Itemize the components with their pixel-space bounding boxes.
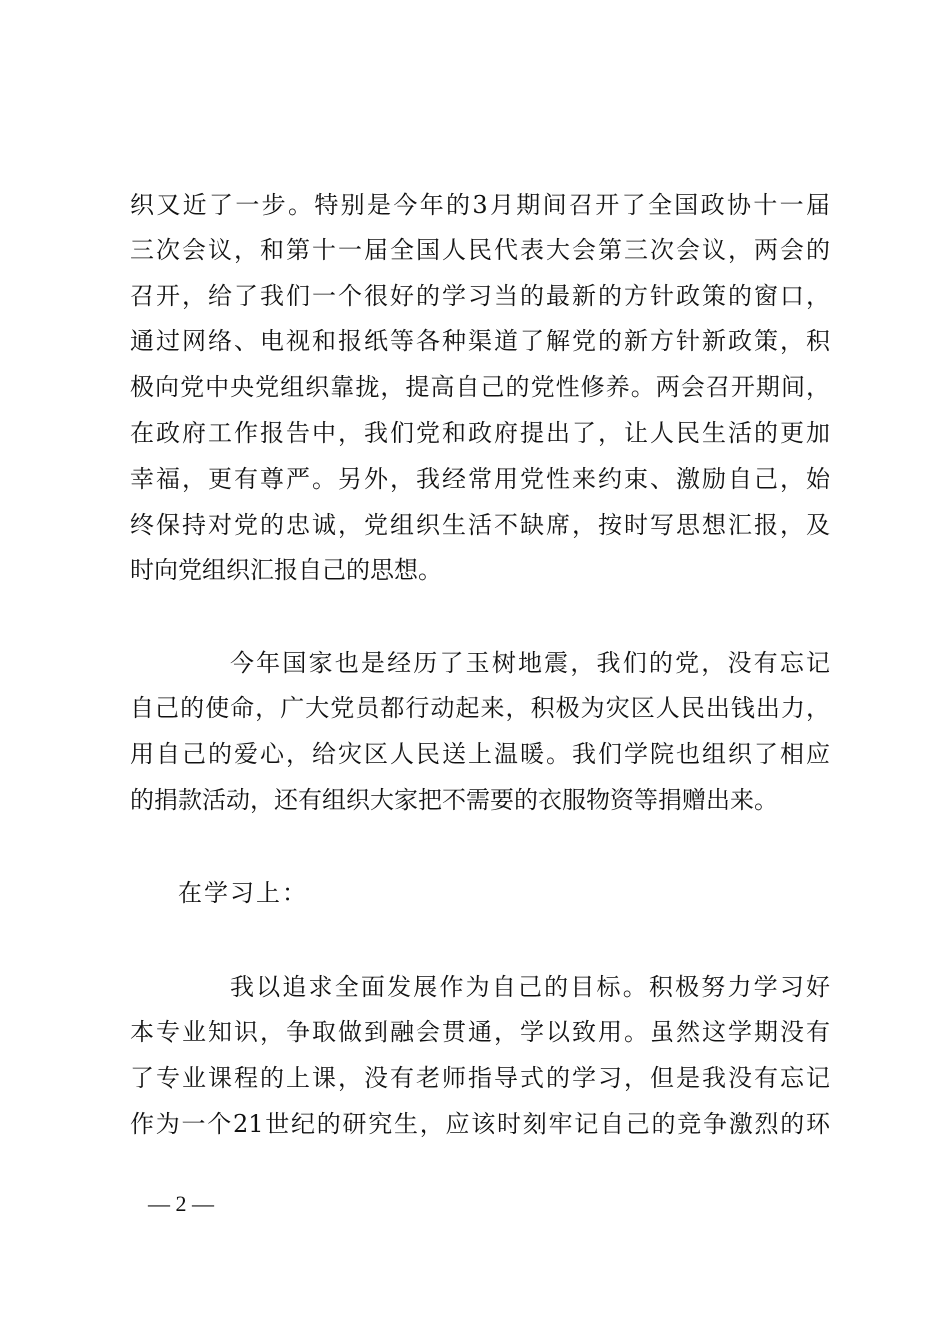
page-number: — 2 — (148, 1191, 214, 1216)
paragraph-1-line-5: 极向党中央党组织靠拢，提高自己的党性修养。两会召开期间， (130, 373, 830, 401)
paragraph-1-line-7: 幸福，更有尊严。另外，我经常用党性来约束、激励自己，始 (130, 465, 830, 493)
paragraph-2-line-1: 今年国家也是经历了玉树地震，我们的党，没有忘记 (230, 649, 830, 677)
paragraph-3-line-2: 本专业知识，争取做到融会贯通，学以致用。虽然这学期没有 (130, 1018, 830, 1046)
paragraph-3-line-1: 我以追求全面发展作为自己的目标。积极努力学习好 (230, 973, 830, 1001)
paragraph-1-line-4: 通过网络、电视和报纸等各种渠道了解党的新方针新政策，积 (130, 327, 830, 355)
paragraph-3-line-4: 作为一个21世纪的研究生，应该时刻牢记自己的竞争激烈的环 (130, 1110, 830, 1138)
paragraph-3-line-3: 了专业课程的上课，没有老师指导式的学习，但是我没有忘记 (130, 1064, 830, 1092)
paragraph-1-line-3: 召开，给了我们一个很好的学习当的最新的方针政策的窗口， (130, 282, 830, 310)
paragraph-2-line-3: 用自己的爱心，给灾区人民送上温暖。我们学院也组织了相应 (130, 740, 830, 768)
paragraph-1-line-9: 时向党组织汇报自己的思想。 (130, 556, 442, 584)
paragraph-1-line-6: 在政府工作报告中，我们党和政府提出了，让人民生活的更加 (130, 419, 830, 447)
paragraph-2-line-4: 的捐款活动，还有组织大家把不需要的衣服物资等捐赠出来。 (130, 786, 778, 814)
paragraph-1-line-1: 织又近了一步。特别是今年的3月期间召开了全国政协十一届 (130, 191, 830, 219)
paragraph-2-line-2: 自己的使命，广大党员都行动起来，积极为灾区人民出钱出力， (130, 694, 830, 722)
paragraph-1-line-2: 三次会议，和第十一届全国人民代表大会第三次会议，两会的 (130, 236, 830, 264)
section-heading-study: 在学习上： (178, 879, 308, 907)
paragraph-1-line-8: 终保持对党的忠诚，党组织生活不缺席，按时写思想汇报，及 (130, 511, 830, 539)
